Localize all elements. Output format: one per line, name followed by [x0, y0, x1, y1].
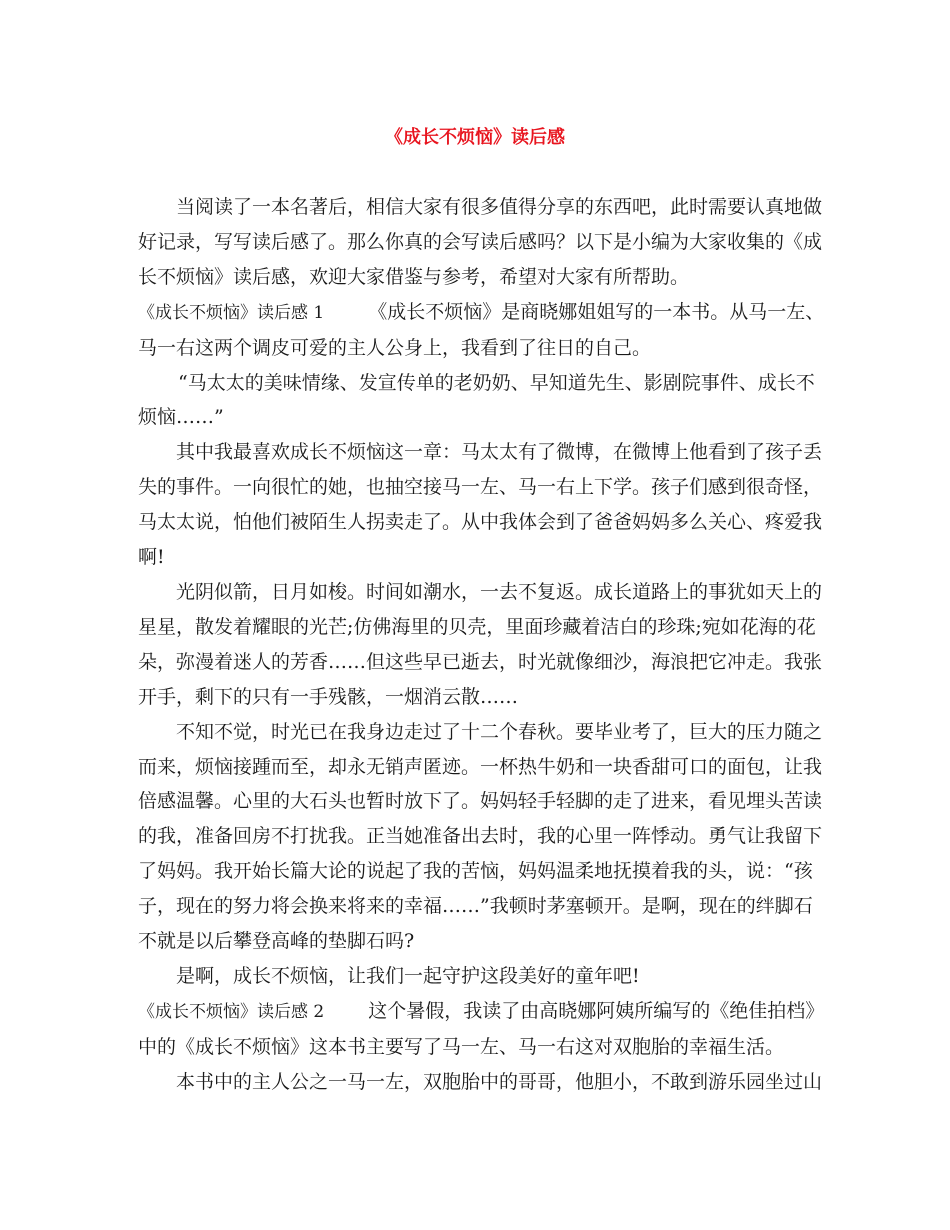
paragraph-main-character: 本书中的主人公之一马一左，双胞胎中的哥哥，他胆小，不敢到游乐园坐过山 — [176, 1070, 823, 1093]
section-heading-1: 《成长不烦恼》读后感 1 — [138, 302, 325, 323]
paragraph-intro: 当阅读了一本名著后，相信大家有很多值得分享的东西吧，此时需要认真地做好记录，写写读后感了。那么你真的会写读后感吗？以下是小编为大家收集的《成长不烦恼》读后感，欢迎大家借鉴与参考，希望对大家有所帮助。 — [138, 196, 823, 288]
document-body — [138, 190, 828, 1100]
section-2 — [138, 994, 828, 1065]
paragraph-conclusion: 是啊，成长不烦恼，让我们一起守护这段美好的童年吧! — [176, 964, 640, 987]
paragraph-time-flies: 光阴似箭，日月如梭。时间如潮水，一去不复返。成长道路上的事犹如天上的星星，散发着耀眼的光芒;仿佛海里的贝壳，里面珍藏着洁白的珍珠;宛如花海的花朵，弥漫着迷人的芳香……但这些早已逝去，时光就像细沙，海浪把它冲走。我张开手，剩下的只有一手残骸，一烟消云散…… — [138, 580, 823, 708]
paragraph-quote: “马太太的美味情缘、发宣传单的老奶奶、早知道先生、影剧院事件、成长不烦恼……” — [138, 371, 815, 429]
document-title: 《成长不烦恼》读后感 — [385, 127, 565, 148]
paragraph-section1-lead: 《成长不烦恼》是商晓娜姐姐写的一本书。从马一左、马一右这两个调皮可爱的主人公身上，我看到了往日的自己。 — [138, 300, 825, 359]
paragraph-section2-lead: 这个暑假，我读了由高晓娜阿姨所编写的《绝佳拍档》中的《成长不烦恼》这本书主要写了马一左、马一右这对双胞胎的幸福生活。 — [138, 999, 825, 1058]
section-heading-2: 《成长不烦恼》读后感 2 — [138, 1001, 325, 1022]
paragraph-favorite-chapter: 其中我最喜欢成长不烦恼这一章：马太太有了微博，在微博上他看到了孩子丢失的事件。一向很忙的她，也抽空接马一左、马一右上下学。孩子们感到很奇怪，马太太说，怕他们被陌生人拐卖走了。从中我体会到了爸爸妈妈多么关心、疼爱我啊! — [138, 441, 823, 569]
section-1 — [138, 295, 828, 366]
paragraph-twelve-autumns: 不知不觉，时光已在我身边走过了十二个春秋。要毕业考了，巨大的压力随之而来，烦恼接踵而至，却永无销声匿迹。一杯热牛奶和一块香甜可口的面包，让我倍感温馨。心里的大石头也暂时放下了。妈妈轻手轻脚的走了进来，看见埋头苦读的我，准备回房不打扰我。正当她准备出去时，我的心里一阵悸动。勇气让我留下了妈妈。我开始长篇大论的说起了我的苦恼，妈妈温柔地抚摸着我的头，说：“孩子，现在的努力将会换来将来的幸福……”我顿时茅塞顿开。是啊，现在的绊脚石不就是以后攀登高峰的垫脚石吗? — [138, 720, 823, 953]
